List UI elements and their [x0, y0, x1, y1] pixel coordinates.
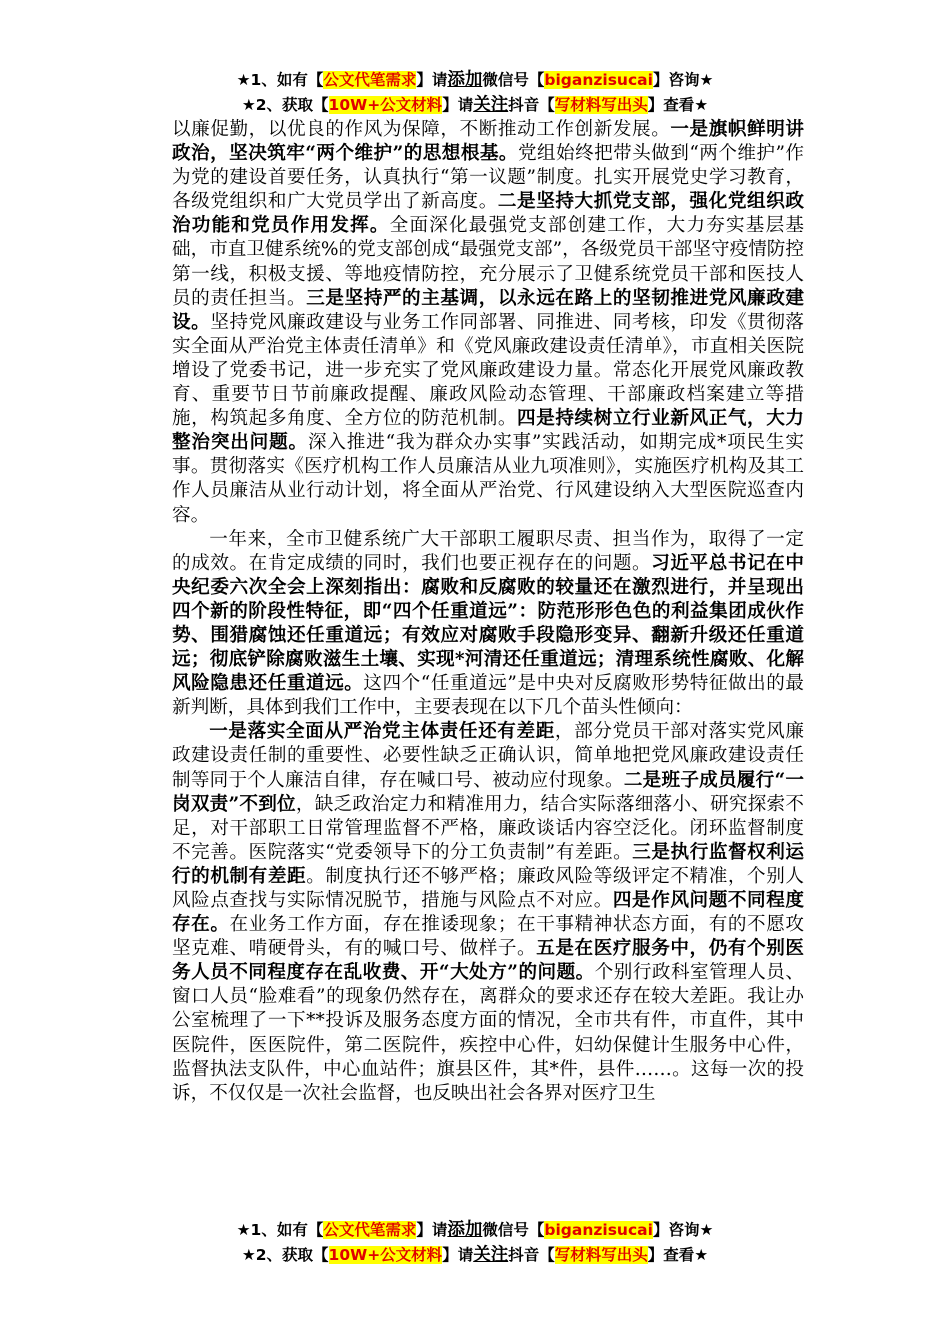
- promo-text: 微信号【: [482, 1221, 545, 1239]
- body-text: 党组始终把带头做到“两个维护”作为党的建设首要任务，认真执行“第一议题”制度。扎实开展党史学习教育，各级党组织和广大党员学出了新高度。: [172, 143, 804, 213]
- body-text: 深入推进“我为群众办实事”实践活动，如期完成*项民生实事。贯彻落实《医疗机构工作人员廉洁从业九项准则》，实施医疗机构及其工作人员廉洁从业行动计划，将全面从严治党、行风建设纳入大型医院巡查内容。: [172, 432, 804, 526]
- bold-quote: 习近平总书记在中央纪委六次全会上深刻指出：腐败和反腐败的较量还在激烈进行，并呈现出四个新的阶段性特征，即“四个任重道远”：防范形形色色的利益集团成伙作势、围猎腐蚀还任重道远；有效应对腐败手段隐形变异、翻新升级还任重道远；彻底铲除腐败滋生土壤、实现*河清还任重道远；清理系统性腐败、化解风险隐患还任重道远。: [172, 552, 804, 695]
- body-text: 个别行政科室管理人员、窗口人员“脸难看”的现象仍然存在，离群众的要求还存在较大差距。我让办公室梳理了一下**投诉及服务态度方面的情况，全市共有件，市直件，其中医院件，医医院件，第二医院件，疾控中心件，妇幼保健计生服务中心件，监督执法支队件，中心血站件；旗县区件，其*件，县件……。这每一次的投诉，不仅仅是一次社会监督，也反映出社会各界对医疗卫生: [172, 962, 804, 1104]
- body-text: 一年来，全市卫健系统广大干部职工履职尽责、担当作为，取得了一定的成效。在肯定成绩的同时，我们也要正视存在的问题。: [172, 528, 804, 574]
- promo-text: 】查看★: [647, 1246, 709, 1264]
- bold-point-2: 二是坚持大抓党支部，强化党组织政治功能和党员作用发挥。: [172, 191, 804, 237]
- promo-line-1: [0, 1218, 950, 1243]
- promo-underlined: 添加: [447, 1220, 483, 1240]
- promo-highlight: 公文代笔需求: [323, 71, 417, 89]
- bottom-promo-banner: [0, 1218, 950, 1268]
- wechat-id-highlight: biganzisucai: [544, 71, 653, 89]
- body-text: 以廉促勤，以优良的作风为保障，不断推动工作创新发展。: [172, 119, 671, 140]
- paragraph-problems-list: [172, 720, 804, 1106]
- promo-text: 抖音【: [508, 96, 555, 114]
- bold-problem-2: 二是班子成员履行“一岗双责”不到位: [172, 769, 804, 815]
- promo-text: 】咨询★: [652, 1221, 714, 1239]
- body-text: 全面深化最强党支部创建工作，大力夯实基层基础，市直卫健系统%的党支部创成“最强党支部”，各级党员干部坚守疫情防控第一线，积极支援、等地疫情防控，充分展示了卫健系统党员干部和医技人员的责任担当。: [172, 215, 804, 309]
- promo-line-2: [0, 1243, 950, 1268]
- douyin-highlight: 写材料写出头: [554, 96, 648, 114]
- promo-text: ★1、如有【: [236, 1221, 324, 1239]
- promo-text: 抖音【: [508, 1246, 555, 1264]
- promo-highlight: 公文代笔需求: [323, 1221, 417, 1239]
- bold-problem-3: 三是执行监督权利运行的机制有差距: [172, 841, 804, 887]
- promo-text: 】查看★: [647, 96, 709, 114]
- body-text: ，部分党员干部对落实党风廉政建设责任制的重要性、必要性缺乏正确认识，简单地把党风廉政建设责任制等同于个人廉洁自律，存在喊口号、被动应付现象。: [172, 721, 804, 791]
- promo-text: ★1、如有【: [236, 71, 324, 89]
- wechat-id-highlight: biganzisucai: [544, 1221, 653, 1239]
- bold-point-1: 一是旗帜鲜明讲政治，坚决筑牢“两个维护”的思想根基。: [172, 119, 804, 165]
- promo-text: ★2、获取【: [241, 96, 329, 114]
- promo-text: ★2、获取【: [241, 1246, 329, 1264]
- douyin-highlight: 写材料写出头: [554, 1246, 648, 1264]
- bold-point-3: 三是坚持严的主基调，以永远在路上的坚韧推进党风廉政建设。: [172, 287, 804, 333]
- body-text: ，缺乏政治定力和精准用力，结合实际落细落小、研究探索不足，对干部职工日常管理监督不严格，廉政谈话内容空泛化。闭环监督制度不完善。医院落实“党委领导下的分工负责制”有差距。: [172, 793, 804, 863]
- promo-line-2: [0, 93, 950, 118]
- promo-underlined: 关注: [473, 95, 509, 115]
- promo-underlined: 添加: [447, 70, 483, 90]
- body-text: 。制度执行还不够严格；廉政风险等级评定不精准，个别人风险点查找与实际情况脱节，措施与风险点不对应。: [172, 865, 804, 911]
- document-body: [172, 118, 804, 1106]
- promo-highlight: 10W+公文材料: [328, 96, 443, 114]
- top-promo-banner: [0, 68, 950, 118]
- bold-problem-1: 一是落实全面从严治党主体责任还有差距: [209, 721, 555, 743]
- bold-problem-5: 五是在医疗服务中，仍有个别医务人员不同程度存在乱收费、开“大处方”的问题。: [172, 938, 804, 984]
- promo-text: 微信号【: [482, 71, 545, 89]
- promo-highlight: 10W+公文材料: [328, 1246, 443, 1264]
- body-text: 这四个“任重道远”是中央对反腐败形势特征做出的最新判断，具体到我们工作中，主要表现在以下几个苗头性倾向：: [172, 673, 804, 719]
- promo-line-1: [0, 68, 950, 93]
- paragraph-problems-intro: [172, 528, 804, 721]
- promo-text: 】请: [442, 1246, 474, 1264]
- promo-text: 】请: [416, 1221, 448, 1239]
- promo-text: 】咨询★: [652, 71, 714, 89]
- bold-problem-4: 四是作风问题不同程度存在。: [172, 890, 804, 936]
- bold-point-4: 四是持续树立行业新风正气，大力整治突出问题。: [172, 408, 804, 454]
- body-text: 在业务工作方面，存在推诿现象；在干事精神状态方面，有的不愿攻坚克难、啃硬骨头，有的喊口号、做样子。: [172, 914, 804, 960]
- promo-underlined: 关注: [473, 1245, 509, 1265]
- body-text: 坚持党风廉政建设与业务工作同部署、同推进、同考核，印发《贯彻落实全面从严治党主体责任清单》和《党风廉政建设责任清单》，市直相关医院增设了党委书记，进一步充实了党风廉政建设力量。常态化开展党风廉政教育、重要节日节前廉政提醒、廉政风险动态管理、干部廉政档案建立等措施，构筑起多角度、全方位的防范机制。: [172, 311, 804, 430]
- promo-text: 】请: [442, 96, 474, 114]
- paragraph-achievements: [172, 118, 804, 528]
- promo-text: 】请: [416, 71, 448, 89]
